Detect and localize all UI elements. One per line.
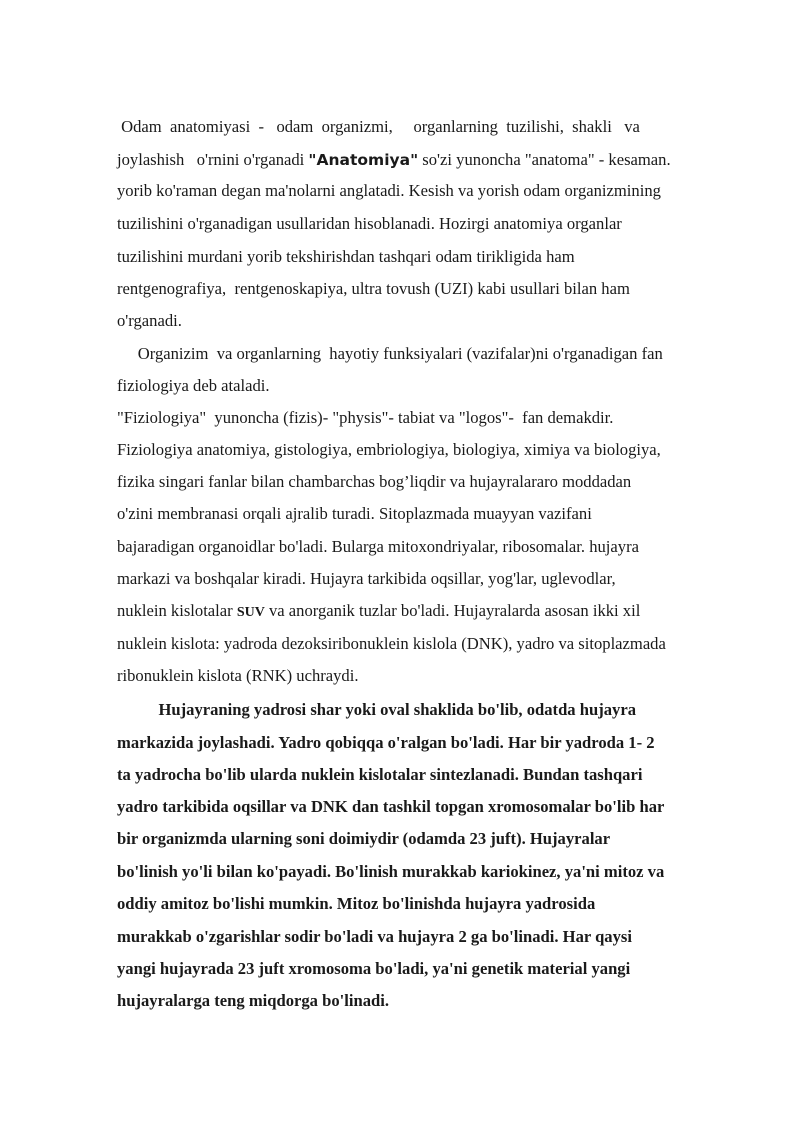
text-line [117, 440, 661, 460]
text-segment: nuklein kislotalar [117, 601, 237, 620]
text-segment: SUV [236, 605, 265, 620]
text-segment: yorib ko'raman degan ma'nolarni anglatadi. Kesish va yorish odam organizmining [117, 181, 661, 200]
text-segment: Hujayraning yadrosi shar yoki oval shaklida bo'lib, odatda hujayra [117, 700, 636, 719]
text-segment: nuklein kislota: yadroda dezoksiribonuklein kislola (DNK), yadro va sitoplazmada [117, 634, 666, 653]
text-segment: bo'linish yo'li bilan ko'payadi. Bo'linish murakkab kariokinez, ya'ni mitoz va [117, 862, 665, 881]
text-segment: Organizim va organlarning hayotiy funksiyalari (vazifalar)ni o'rganadigan fan [117, 344, 663, 363]
text-segment: fizika singari fanlar bilan chambarchas bog’liqdir va hujayralararo moddadan [117, 472, 632, 491]
text-line [117, 311, 182, 331]
text-segment: ribonuklein kislota (RNK) uchraydi. [117, 666, 359, 685]
text-segment: markazida joylashadi. Yadro qobiqqa o'ralgan bo'ladi. Har bir yadroda 1- 2 [117, 733, 655, 752]
text-line [117, 634, 666, 654]
text-line [117, 569, 616, 589]
text-line [117, 700, 636, 720]
text-segment: Fiziologiya anatomiya, gistologiya, embriologiya, biologiya, ximiya va biologiya, [117, 440, 661, 459]
text-segment: bir organizmda ularning soni doimiydir (odamda 23 juft). Hujayralar [117, 829, 611, 848]
text-line [117, 181, 661, 201]
text-segment: tuzilishini o'rganadigan usullaridan hisoblanadi. Hozirgi anatomiya organlar [117, 214, 622, 233]
text-segment: o'rganadi. [117, 311, 182, 330]
text-segment: yangi hujayrada 23 juft xromosoma bo'ladi, ya'ni genetik material yangi [117, 959, 631, 978]
text-line [117, 150, 671, 170]
text-line [117, 247, 575, 267]
text-segment: "Fiziologiya" yunoncha (fizis)- "physis"- tabiat va "logos"- fan demakdir. [117, 408, 614, 427]
text-segment: rentgenografiya, rentgenoskapiya, ultra tovush (UZI) kabi usullari bilan ham [117, 279, 630, 298]
text-segment: tuzilishini murdani yorib tekshirishdan tashqari odam tirikligida ham [117, 247, 575, 266]
text-segment: hujayralarga teng miqdorga bo'linadi. [117, 991, 389, 1010]
text-line [117, 344, 663, 364]
text-line [117, 797, 664, 817]
text-line [117, 601, 640, 623]
text-line [117, 666, 359, 686]
text-line [117, 504, 592, 524]
text-segment: Odam anatomiyasi - odam organizmi, organlarning tuzilishi, shakli va [117, 117, 640, 136]
text-segment: so'zi yunoncha "anatoma" - kesaman. [418, 150, 671, 169]
text-segment: markazi va boshqalar kiradi. Hujayra tarkibida oqsillar, yog'lar, uglevodlar, [117, 569, 616, 588]
text-segment: yadro tarkibida oqsillar va DNK dan tashkil topgan xromosomalar bo'lib har [117, 797, 665, 816]
text-line [117, 214, 622, 234]
text-segment: o'zini membranasi orqali ajralib turadi. Sitoplazmada muayyan vazifani [117, 504, 592, 523]
text-line [117, 927, 632, 947]
text-line [117, 279, 630, 299]
text-segment: "Anatomiya" [308, 151, 419, 169]
text-line [117, 862, 664, 882]
text-line [117, 829, 610, 849]
text-segment: ta yadrocha bo'lib ularda nuklein kislotalar sintezlanadi. Bundan tashqari [117, 765, 643, 784]
text-segment: va anorganik tuzlar bo'ladi. Hujayralarda asosan ikki xil [264, 601, 641, 620]
text-line [117, 472, 631, 492]
text-line [117, 959, 630, 979]
text-segment: joylashish o'rnini o'rganadi [117, 150, 309, 169]
text-line [117, 376, 270, 396]
text-segment: oddiy amitoz bo'lishi mumkin. Mitoz bo'linishda hujayra yadrosida [117, 894, 596, 913]
text-line [117, 765, 642, 785]
text-line [117, 894, 595, 914]
text-segment: bajaradigan organoidlar bo'ladi. Bularga mitoxondriyalar, ribosomalar. hujayra [117, 537, 639, 556]
text-line [117, 117, 640, 137]
text-segment: fiziologiya deb ataladi. [117, 376, 270, 395]
text-line [117, 537, 639, 557]
text-line [117, 408, 613, 428]
text-line [117, 991, 389, 1011]
text-line [117, 733, 655, 753]
text-segment: murakkab o'zgarishlar sodir bo'ladi va hujayra 2 ga bo'linadi. Har qaysi [117, 927, 632, 946]
